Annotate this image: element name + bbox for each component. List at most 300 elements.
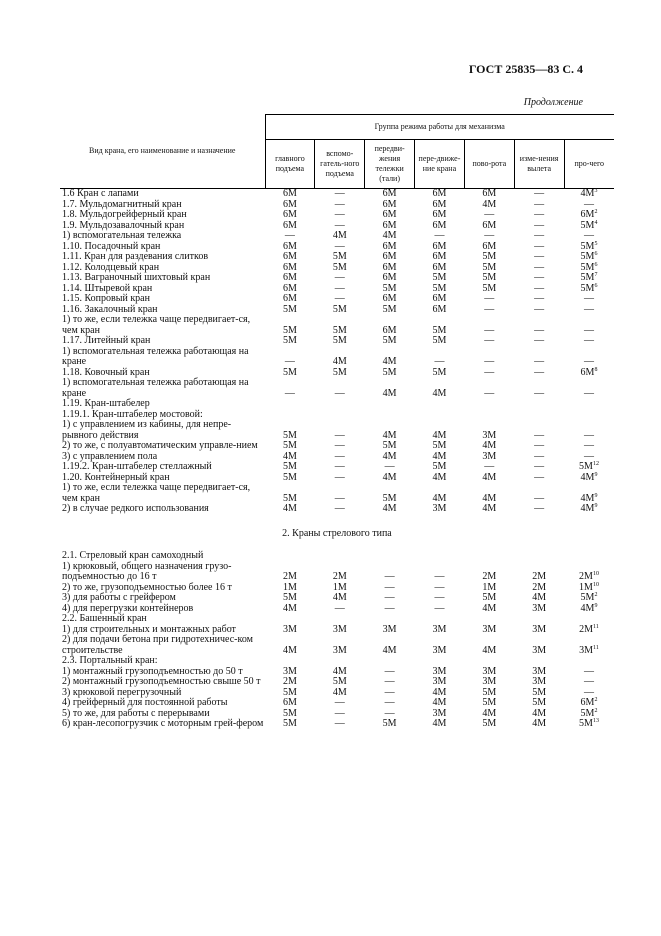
- mode-value: 5М: [482, 282, 497, 294]
- mode-value: —: [334, 450, 345, 462]
- table-row: [60, 399, 614, 410]
- mode-value: 5М: [532, 686, 547, 698]
- row-name: 1.12. Колодцевый кран: [62, 261, 160, 273]
- mode-value: —: [534, 293, 545, 304]
- mode-value: 4М: [332, 356, 347, 367]
- mode-value: 5М: [432, 335, 447, 346]
- mode-value: 6М: [282, 697, 297, 708]
- mode-value: —: [334, 503, 345, 514]
- footnote-ref: 6: [594, 251, 598, 257]
- mode-value: 4М: [282, 503, 297, 514]
- footnote-ref: 12: [592, 461, 599, 467]
- mode-value: —: [583, 356, 594, 367]
- mode-cell: [265, 410, 315, 421]
- mode-value: 6М: [282, 188, 297, 199]
- mode-cell: [464, 368, 514, 379]
- mode-value: 3М: [482, 665, 497, 677]
- table-row: [60, 378, 614, 399]
- mode-value: 4М: [282, 644, 297, 656]
- mode-cell: [464, 347, 514, 368]
- mode-value: 6М: [282, 251, 297, 262]
- mode-value: 6М: [432, 303, 447, 315]
- mode-value: —: [583, 686, 594, 698]
- mode-value: —: [334, 440, 345, 451]
- mode-cell: [564, 420, 614, 441]
- mode-value: —: [583, 303, 594, 315]
- mode-value: 4М: [432, 492, 447, 504]
- footnote-ref: 2: [594, 697, 598, 703]
- mode-cell: [564, 368, 614, 379]
- mode-value: 2М: [332, 571, 347, 582]
- mode-value: 6М: [382, 272, 397, 283]
- mode-value: 2М: [282, 676, 297, 687]
- mode-cell: [415, 473, 465, 484]
- mode-value: —: [484, 461, 495, 472]
- mode-value: —: [534, 387, 545, 399]
- mode-value: 3М: [532, 665, 547, 677]
- mode-value: 5М: [482, 718, 497, 729]
- mode-value: —: [334, 461, 345, 472]
- mode-value: 2М: [579, 623, 594, 635]
- mode-value: —: [284, 387, 295, 399]
- mode-value: 4М: [332, 230, 347, 241]
- mode-cell: [514, 625, 564, 636]
- mode-value: —: [534, 503, 545, 514]
- mode-value: 6М: [432, 261, 447, 273]
- mode-cell: [315, 378, 365, 399]
- mode-value: 5М: [332, 335, 347, 346]
- row-name: 2.3. Портальный кран:: [62, 655, 158, 666]
- mode-cell: [464, 305, 514, 316]
- footnote-ref: 8: [594, 366, 598, 373]
- row-name: 1.8. Мульдогрейферный кран: [62, 209, 187, 220]
- row-name: 2.1. Стреловый кран самоходный: [62, 550, 204, 561]
- mode-value: —: [534, 303, 545, 315]
- mode-value: —: [284, 356, 295, 367]
- mode-cell: [415, 551, 465, 562]
- mode-value: 6М: [580, 209, 595, 220]
- mode-value: —: [484, 335, 495, 346]
- mode-value: 4М: [382, 230, 397, 241]
- mode-value: 4М: [580, 492, 595, 504]
- mode-cell: [265, 315, 315, 336]
- mode-cell: [564, 562, 614, 583]
- mode-value: —: [484, 356, 495, 367]
- mode-cell: [564, 473, 614, 484]
- mode-cell: [315, 305, 365, 316]
- mode-cell: [265, 504, 315, 515]
- mode-cell: [514, 336, 564, 347]
- mode-value: 5М: [382, 303, 397, 315]
- row-name: 1.14. Штыревой кран: [62, 282, 153, 294]
- mode-value: 6М: [382, 324, 397, 336]
- mode-cell: [315, 551, 365, 562]
- mode-value: 3М: [282, 623, 297, 635]
- mode-value: 3М: [432, 665, 447, 677]
- mode-value: 6М: [580, 366, 595, 378]
- mode-value: 5М: [282, 461, 297, 472]
- mode-value: 3М: [432, 623, 447, 635]
- mode-value: —: [334, 429, 345, 441]
- mode-value: 4М: [432, 429, 447, 441]
- mode-cell: [415, 315, 465, 336]
- mode-value: 5М: [580, 240, 595, 252]
- mode-value: 5М: [580, 592, 595, 603]
- mode-value: 4М: [432, 686, 447, 698]
- mode-value: 5М: [432, 272, 447, 283]
- mode-cell: [365, 399, 415, 410]
- mode-cell: [514, 368, 564, 379]
- mode-value: 4М: [432, 697, 447, 708]
- row-name: 2) то же, грузоподъемностью более 16 т: [62, 581, 232, 593]
- mode-value: 4М: [482, 503, 497, 514]
- mode-value: 5М: [482, 592, 497, 603]
- mode-value: 4М: [382, 356, 397, 367]
- mode-value: —: [583, 450, 594, 462]
- mode-value: 5М: [432, 282, 447, 294]
- mode-value: —: [334, 282, 345, 294]
- mode-cell: [415, 305, 465, 316]
- mode-value: 5М: [332, 251, 347, 262]
- mode-value: 5М: [282, 366, 297, 378]
- mode-value: 6М: [382, 188, 397, 199]
- mode-cell: [464, 604, 514, 615]
- row-name: 1.19. Кран-штабелер: [62, 398, 150, 409]
- mode-value: —: [583, 335, 594, 346]
- mode-cell: [514, 473, 564, 484]
- name-column-header: Вид крана, его наименование и назначение: [89, 146, 236, 156]
- table-row: [60, 719, 614, 730]
- column-header: передви-жения тележки (тали): [365, 140, 415, 189]
- document-code: ГОСТ 25835—83 С. 4: [468, 62, 583, 76]
- table-row: [60, 336, 614, 347]
- mode-value: —: [484, 324, 495, 336]
- footnote-ref: 2: [594, 707, 598, 714]
- mode-value: —: [534, 219, 545, 231]
- mode-value: 5М: [282, 492, 297, 504]
- mode-value: —: [434, 592, 445, 603]
- table-row: [60, 504, 614, 515]
- row-name: 1.7. Мульдомагнитный кран: [62, 198, 182, 210]
- mode-value: 5М: [332, 366, 347, 378]
- mode-value: 6М: [282, 282, 297, 294]
- column-header: изме-нения вылета: [514, 140, 564, 189]
- mode-cell: [315, 368, 365, 379]
- mode-value: 6М: [382, 293, 397, 304]
- mode-value: 5М: [282, 718, 297, 729]
- mode-cell: [415, 483, 465, 504]
- mode-value: 1М: [282, 581, 297, 593]
- mode-cell: [514, 399, 564, 410]
- row-name: 1) для строительных и монтажных работ: [62, 623, 236, 635]
- column-header: вспомо-гатель-ного подъема: [315, 140, 365, 189]
- section-divider: [60, 515, 614, 552]
- mode-value: —: [484, 293, 495, 304]
- row-name: 1.19.1. Кран-штабелер мостовой:: [62, 408, 203, 420]
- mode-value: 3М: [532, 644, 547, 656]
- mode-value: 5М: [482, 686, 497, 698]
- mode-cell: [265, 473, 315, 484]
- mode-value: 5М: [282, 303, 297, 315]
- mode-cell: [564, 604, 614, 615]
- mode-value: 2М: [282, 571, 297, 582]
- mode-value: —: [334, 707, 345, 719]
- mode-value: 4М: [282, 602, 297, 614]
- mode-value: —: [334, 219, 345, 231]
- mode-cell: [265, 420, 315, 441]
- row-name: 1.17. Литейный кран: [62, 335, 151, 346]
- mode-cell: [514, 410, 564, 421]
- row-name: 5) то же, для работы с перерывами: [62, 707, 210, 719]
- row-name: 1.15. Копровый кран: [62, 293, 150, 304]
- mode-value: 5М: [580, 219, 595, 231]
- mode-value: —: [384, 676, 395, 687]
- mode-value: 4М: [482, 471, 497, 483]
- mode-value: 3М: [532, 676, 547, 687]
- mode-cell: [514, 504, 564, 515]
- mode-cell: [265, 551, 315, 562]
- table-row: [60, 551, 614, 562]
- row-name: 2) для подачи бетона при гидротехничес-ком строительстве: [62, 634, 253, 656]
- mode-value: —: [334, 697, 345, 708]
- mode-cell: [464, 315, 514, 336]
- mode-value: 5М: [282, 324, 297, 336]
- mode-value: 5М: [382, 282, 397, 294]
- mode-value: 3М: [579, 644, 594, 656]
- mode-cell: [415, 719, 465, 730]
- mode-value: 5М: [332, 676, 347, 687]
- mode-cell: [415, 420, 465, 441]
- mode-cell: [265, 347, 315, 368]
- mode-value: —: [534, 209, 545, 220]
- footnote-ref: 11: [593, 623, 599, 630]
- mode-value: 3М: [482, 676, 497, 687]
- mode-cell: [564, 305, 614, 316]
- mode-value: —: [384, 592, 395, 603]
- mode-cell: [265, 483, 315, 504]
- row-name: 1.11. Кран для раздевания слитков: [62, 251, 209, 262]
- mode-value: —: [434, 356, 445, 367]
- table-row: [60, 315, 614, 336]
- mode-cell: [365, 378, 415, 399]
- mode-value: —: [484, 387, 495, 399]
- mode-cell: [315, 635, 365, 656]
- row-name: 4) для перегрузки контейнеров: [62, 602, 194, 614]
- mode-value: 4М: [332, 592, 347, 603]
- mode-cell: [315, 347, 365, 368]
- mode-value: —: [434, 230, 445, 241]
- row-name: 1.18. Ковочный кран: [62, 366, 150, 378]
- mode-cell: [365, 410, 415, 421]
- mode-value: —: [534, 282, 545, 294]
- mode-value: 4М: [432, 387, 447, 399]
- mode-value: —: [583, 440, 594, 451]
- mode-value: 4М: [580, 602, 595, 614]
- mode-cell: [514, 483, 564, 504]
- mode-value: —: [384, 707, 395, 719]
- row-name: 6) кран-лесопогрузчик с моторным грей-фером: [62, 718, 264, 729]
- mode-value: —: [484, 209, 495, 220]
- row-name: 1.9. Мульдозавалочный кран: [62, 219, 185, 231]
- mode-cell: [365, 483, 415, 504]
- row-name: 3) крюковой перегрузочный: [62, 686, 182, 698]
- table-body-part1: [60, 189, 614, 515]
- mode-value: —: [384, 686, 395, 698]
- mode-cell: [315, 336, 365, 347]
- mode-cell: [464, 399, 514, 410]
- column-header: главного подъема: [265, 140, 315, 189]
- footnote-ref: 5: [594, 240, 598, 247]
- mode-cell: [315, 410, 365, 421]
- mode-value: 1М: [579, 581, 593, 593]
- mode-value: —: [334, 198, 345, 210]
- mode-value: 4М: [532, 718, 547, 729]
- mode-cell: [514, 635, 564, 656]
- mode-value: 6М: [432, 219, 447, 231]
- mode-cell: [365, 504, 415, 515]
- mode-cell: [315, 504, 365, 515]
- mode-value: 3М: [432, 707, 447, 719]
- row-name: 1) вспомогательная тележка работающая на кране: [62, 345, 249, 367]
- mode-value: —: [534, 324, 545, 336]
- column-header: пово-рота: [464, 140, 514, 189]
- mode-value: 3М: [432, 644, 447, 656]
- mode-cell: [315, 625, 365, 636]
- table-row: [60, 483, 614, 504]
- mode-value: 4М: [482, 602, 497, 614]
- mode-value: 5М: [532, 697, 547, 708]
- mode-value: 3М: [532, 602, 547, 614]
- mode-value: 3М: [332, 644, 347, 656]
- mode-value: 3М: [432, 676, 447, 687]
- mode-cell: [315, 473, 365, 484]
- mode-cell: [415, 504, 465, 515]
- mode-value: 6М: [382, 209, 397, 220]
- column-header: пере-движе-ние крана: [415, 140, 465, 189]
- mode-cell: [415, 399, 465, 410]
- mode-value: 4М: [580, 188, 595, 199]
- mode-cell: [464, 473, 514, 484]
- mode-value: 4М: [382, 503, 397, 514]
- table-row: [60, 347, 614, 368]
- mode-value: 4М: [580, 471, 595, 483]
- mode-value: 5М: [382, 335, 397, 346]
- mode-cell: [564, 347, 614, 368]
- mode-value: 4М: [382, 644, 397, 656]
- mode-cell: [265, 368, 315, 379]
- mode-cell: [564, 378, 614, 399]
- row-name: 3) для работы с грейфером: [62, 592, 176, 603]
- mode-value: —: [583, 676, 594, 687]
- mode-value: 6М: [382, 240, 397, 252]
- row-name: 1) с управлением из кабины, для непре-рывного действия: [62, 419, 232, 441]
- footnote-ref: 10: [592, 581, 599, 588]
- mode-value: 4М: [432, 471, 447, 483]
- footnote-ref: 9: [594, 503, 598, 509]
- mode-value: 5М: [432, 440, 447, 451]
- mode-value: 6М: [432, 198, 447, 210]
- mode-value: 5М: [332, 324, 347, 336]
- mode-value: —: [434, 602, 445, 614]
- mode-value: —: [534, 450, 545, 462]
- mode-value: —: [434, 571, 445, 582]
- mode-value: 5М: [282, 707, 297, 719]
- mode-cell: [514, 719, 564, 730]
- mode-cell: [365, 551, 415, 562]
- mode-value: —: [384, 461, 395, 472]
- footnote-ref: 7: [594, 272, 598, 278]
- mode-value: —: [534, 261, 545, 273]
- mode-value: —: [484, 303, 495, 315]
- mode-value: 4М: [482, 707, 497, 719]
- mode-value: 4М: [482, 440, 497, 451]
- mode-cell: [464, 483, 514, 504]
- mode-value: —: [384, 665, 395, 677]
- mode-value: —: [534, 251, 545, 262]
- mode-value: 6М: [282, 198, 297, 210]
- mode-value: —: [334, 387, 345, 399]
- row-name: 1) вспомогательная тележка: [62, 230, 182, 241]
- row-name: 2) в случае редкого использования: [62, 503, 209, 514]
- mode-cell: [365, 315, 415, 336]
- mode-value: —: [534, 198, 545, 210]
- footnote-ref: 4: [594, 219, 598, 226]
- mode-value: 6М: [282, 293, 297, 304]
- mode-cell: [415, 625, 465, 636]
- footnote-ref: 2: [594, 209, 598, 215]
- footnote-ref: 9: [594, 471, 598, 478]
- mode-cell: [415, 368, 465, 379]
- row-name: 1.13. Ваграночный шихтовый кран: [62, 272, 211, 283]
- mode-value: —: [484, 366, 495, 378]
- mode-value: 5М: [282, 686, 297, 698]
- mode-cell: [365, 719, 415, 730]
- mode-value: 5М: [580, 707, 595, 719]
- mode-cell: [564, 551, 614, 562]
- footnote-ref: 9: [594, 602, 598, 609]
- footnote-ref: 6: [594, 282, 598, 289]
- mode-value: —: [534, 429, 545, 441]
- row-name: 1.19.2. Кран-штабелер стеллажный: [62, 461, 212, 472]
- mode-cell: [315, 315, 365, 336]
- mode-value: 4М: [482, 644, 497, 656]
- row-name: 3) с управлением пола: [62, 450, 158, 462]
- mode-value: 6М: [282, 240, 297, 252]
- mode-value: —: [334, 272, 345, 283]
- mode-value: —: [334, 188, 345, 199]
- row-name: 1.16. Закалочный кран: [62, 303, 158, 315]
- mode-value: 4М: [482, 198, 497, 210]
- group-header: Группа режима работы для механизма: [265, 115, 614, 140]
- mode-cell: [365, 420, 415, 441]
- mode-value: —: [583, 293, 594, 304]
- mode-cell: [564, 336, 614, 347]
- mode-value: 5М: [382, 366, 397, 378]
- row-name: 1) то же, если тележка чаще передвигает-ся, чем кран: [62, 314, 251, 336]
- mode-cell: [514, 347, 564, 368]
- mode-value: 5М: [282, 335, 297, 346]
- mode-value: —: [534, 492, 545, 504]
- mode-value: 4М: [432, 718, 447, 729]
- mode-value: —: [334, 602, 345, 614]
- mode-value: 3М: [482, 623, 497, 635]
- footnote-ref: 10: [592, 571, 599, 577]
- mode-cell: [564, 410, 614, 421]
- mode-cell: [365, 347, 415, 368]
- mode-value: 4М: [282, 450, 297, 462]
- mode-value: —: [583, 324, 594, 336]
- mode-cell: [464, 551, 514, 562]
